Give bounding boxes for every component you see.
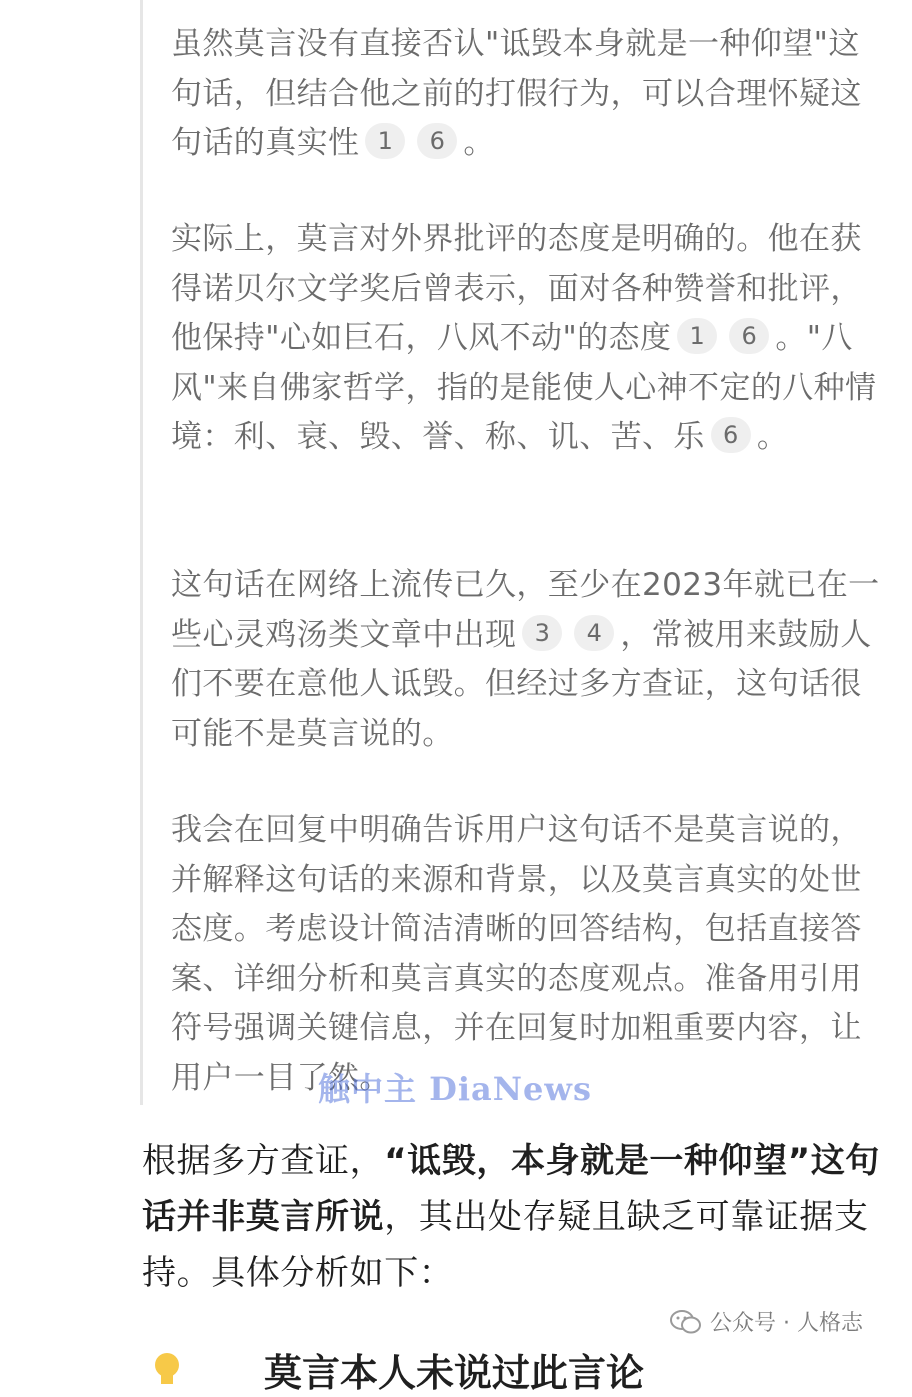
thinking-paragraph-1 bbox=[171, 20, 883, 169]
lightbulb-icon bbox=[150, 1350, 184, 1390]
thinking-panel bbox=[140, 0, 903, 1105]
citation-badge[interactable]: 6 bbox=[417, 123, 457, 159]
citation-badge[interactable]: 1 bbox=[677, 318, 717, 354]
thinking-paragraph-2 bbox=[171, 215, 883, 463]
citation-badge[interactable]: 1 bbox=[365, 123, 405, 159]
thinking-paragraph-3 bbox=[171, 561, 883, 759]
thinking-text: 。 bbox=[756, 419, 789, 455]
citation-badge[interactable]: 6 bbox=[711, 417, 751, 453]
thinking-text: ，常被用来鼓励人们不要在意他人诋毁。但经过多方查证，这句话很可能不是莫言说的。 bbox=[171, 616, 872, 752]
thinking-text: 虽然莫言没有直接否认"诋毁本身就是一种仰望"这句话，但结合他之前的打假行为，可以合理怀疑这句话的真实性 bbox=[171, 26, 862, 161]
wechat-icon bbox=[670, 1309, 702, 1335]
answer-text: ，其出处存疑且缺乏可靠证据支持。具体分析如下： bbox=[142, 1197, 869, 1293]
account-footer bbox=[670, 1306, 863, 1337]
citation-badge[interactable]: 3 bbox=[522, 615, 562, 651]
answer-paragraph bbox=[142, 1133, 882, 1301]
section-heading-text: 莫言本人未说过此言论 bbox=[264, 1351, 645, 1395]
account-name: 公众号 · 人格志 bbox=[710, 1311, 863, 1336]
answer-bold-text: “诋毁，本身就是一种仰望”这句话并非莫言所说 bbox=[142, 1141, 880, 1237]
answer-text: 根据多方查证， bbox=[142, 1141, 385, 1181]
watermark: 触中主 DiaNews bbox=[318, 1070, 592, 1108]
thinking-text: 这句话在网络上流传已久，至少在2023年就已在一些心灵鸡汤类文章中出现 bbox=[171, 567, 880, 653]
citation-badge[interactable]: 6 bbox=[729, 318, 769, 354]
thinking-text: 我会在回复中明确告诉用户这句话不是莫言说的，并解释这句话的来源和背景，以及莫言真实的处世态度。考虑设计简洁清晰的回答结构，包括直接答案、详细分析和莫言真实的态度观点。准备用引用符号强调关键信息，并在回复时加粗重要内容，让用户一目了然。 bbox=[171, 812, 862, 1096]
citation-badge[interactable]: 4 bbox=[574, 615, 614, 651]
thinking-paragraph-4 bbox=[171, 806, 883, 1103]
thinking-text: 。 bbox=[463, 125, 495, 161]
thinking-text: 实际上，莫言对外界批评的态度是明确的。他在获得诺贝尔文学奖后曾表示，面对各种赞誉和批评，他保持"心如巨石，八风不动"的态度 bbox=[171, 221, 862, 356]
section-heading bbox=[150, 1342, 644, 1397]
thinking-text: 。"八风"来自佛家哲学，指的是能使人心神不定的八种情境：利、衰、毁、誉、称、讥、苦、乐 bbox=[171, 320, 877, 455]
